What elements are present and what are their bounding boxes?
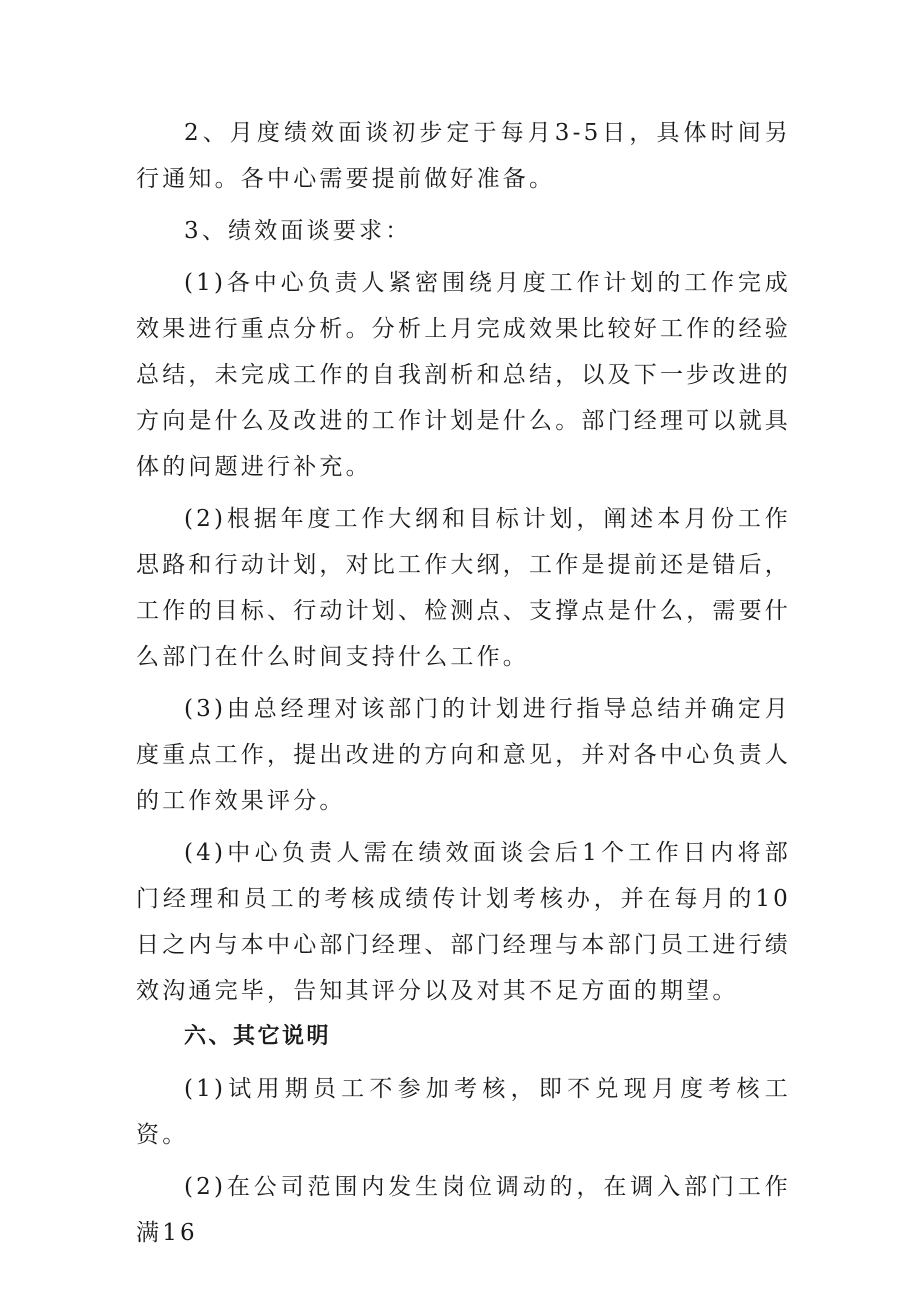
paragraph-interview-schedule: 2、月度绩效面谈初步定于每月3-5日，具体时间另行通知。各中心需要提前做好准备。 [136, 120, 791, 192]
paragraph-note-1: (1)试用期员工不参加考核，即不兑现月度考核工资。 [136, 1076, 791, 1148]
paragraph-note-2: (2)在公司范围内发生岗位调动的，在调入部门工作满16 [136, 1174, 791, 1246]
paragraph-requirement-2: (2)根据年度工作大纲和目标计划，阐述本月份工作思路和行动计划，对比工作大纲，工作是提前还是错后，工作的目标、行动计划、检测点、支撑点是什么，需要什么部门在什么时间支持什么工作。 [136, 506, 791, 670]
paragraph-requirement-3: (3)由总经理对该部门的计划进行指导总结并确定月度重点工作，提出改进的方向和意见，并对各中心负责人的工作效果评分。 [136, 696, 791, 814]
paragraph-requirement-1: (1)各中心负责人紧密围绕月度工作计划的工作完成效果进行重点分析。分析上月完成效果比较好工作的经验总结，未完成工作的自我剖析和总结，以及下一步改进的方向是什么及改进的工作计划是什么。部门经理可以就具体的问题进行补充。 [136, 270, 791, 480]
paragraph-requirement-4: (4)中心负责人需在绩效面谈会后1个工作日内将部门经理和员工的考核成绩传计划考核办，并在每月的10日之内与本中心部门经理、部门经理与本部门员工进行绩效沟通完毕，告知其评分以及对其不足方面的期望。 [136, 840, 791, 1004]
document-body [136, 110, 791, 1256]
section-heading-other-notes: 六、其它说明 [184, 1024, 332, 1049]
paragraph-interview-requirements-title: 3、绩效面谈要求： [184, 218, 412, 244]
